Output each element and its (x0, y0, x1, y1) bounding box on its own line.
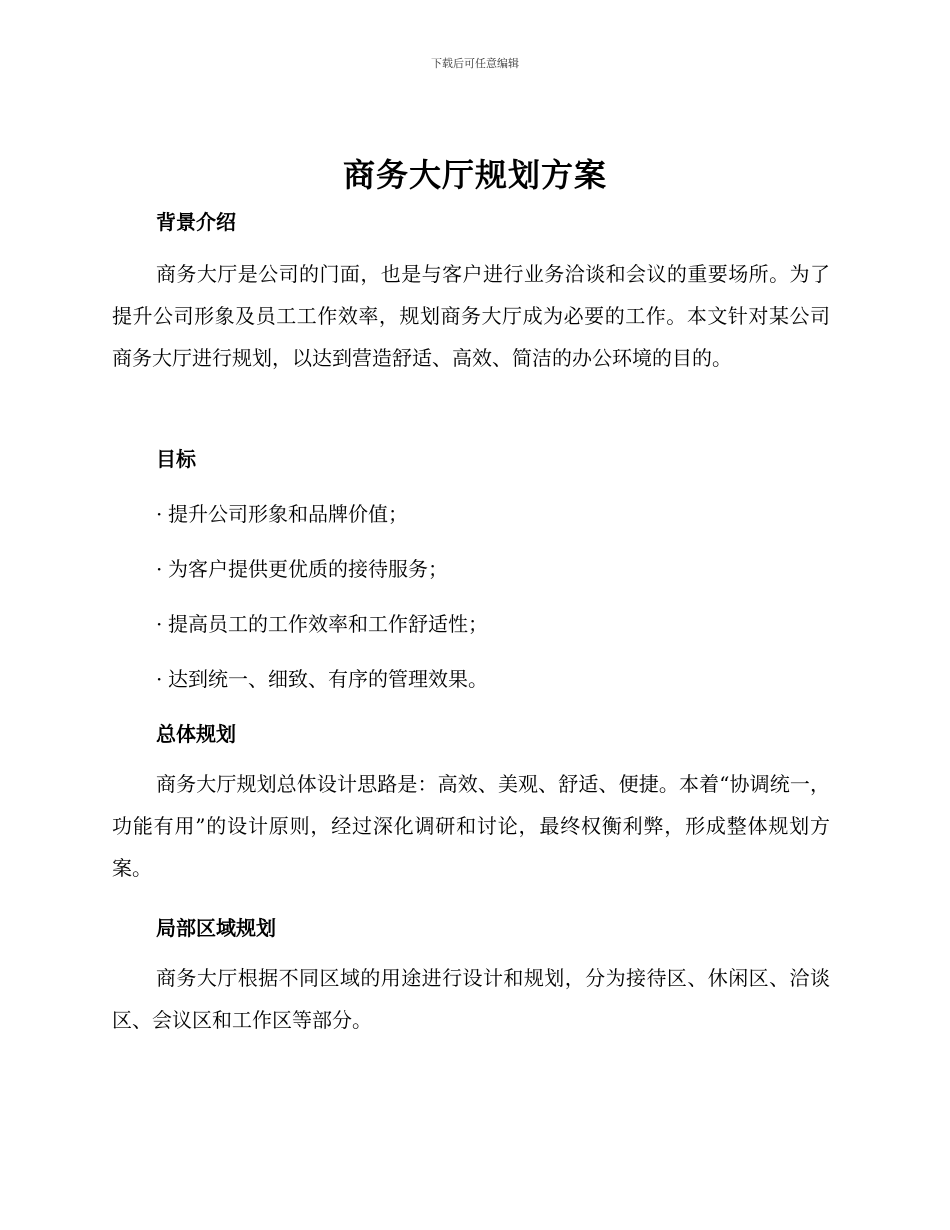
goal-bullet-text: 为客户提供更优质的接待服务； (168, 557, 448, 581)
section-heading-goals: 目标 (156, 447, 196, 471)
section-paragraph-overall-plan: 商务大厅规划总体设计思路是：高效、美观、舒适、便捷。本着“协调统一，功能有用”的设计原则，经过深化调研和讨论，最终权衡利弊，形成整体规划方案。 (112, 772, 830, 880)
goal-bullet-item (156, 608, 488, 637)
section-heading-area-plan: 局部区域规划 (156, 916, 276, 940)
goal-bullet-text: 提升公司形象和品牌价值； (168, 502, 408, 526)
page-header-note: 下载后可任意编辑 (431, 57, 519, 70)
goal-bullet-text: 达到统一、细致、有序的管理效果。 (168, 667, 488, 691)
section-paragraph-background: 商务大厅是公司的门面，也是与客户进行业务洽谈和会议的重要场所。为了提升公司形象及员工工作效率，规划商务大厅成为必要的工作。本文针对某公司商务大厅进行规划，以达到营造舒适、高效、简洁的办公环境的目的。 (112, 262, 830, 370)
bullet-dot-icon: · (156, 557, 163, 581)
goal-bullet-item (156, 498, 408, 527)
goal-bullet-item (156, 553, 448, 582)
goal-bullet-item (156, 663, 488, 692)
bullet-dot-icon: · (156, 612, 163, 636)
section-heading-background: 背景介绍 (156, 210, 236, 234)
document-title: 商务大厅规划方案 (342, 156, 607, 194)
section-paragraph-area-plan: 商务大厅根据不同区域的用途进行设计和规划，分为接待区、休闲区、洽谈区、会议区和工作区等部分。 (112, 966, 830, 1032)
bullet-dot-icon: · (156, 667, 163, 691)
goal-bullet-text: 提高员工的工作效率和工作舒适性； (168, 612, 488, 636)
bullet-dot-icon: · (156, 502, 163, 526)
section-heading-overall-plan: 总体规划 (156, 722, 236, 746)
